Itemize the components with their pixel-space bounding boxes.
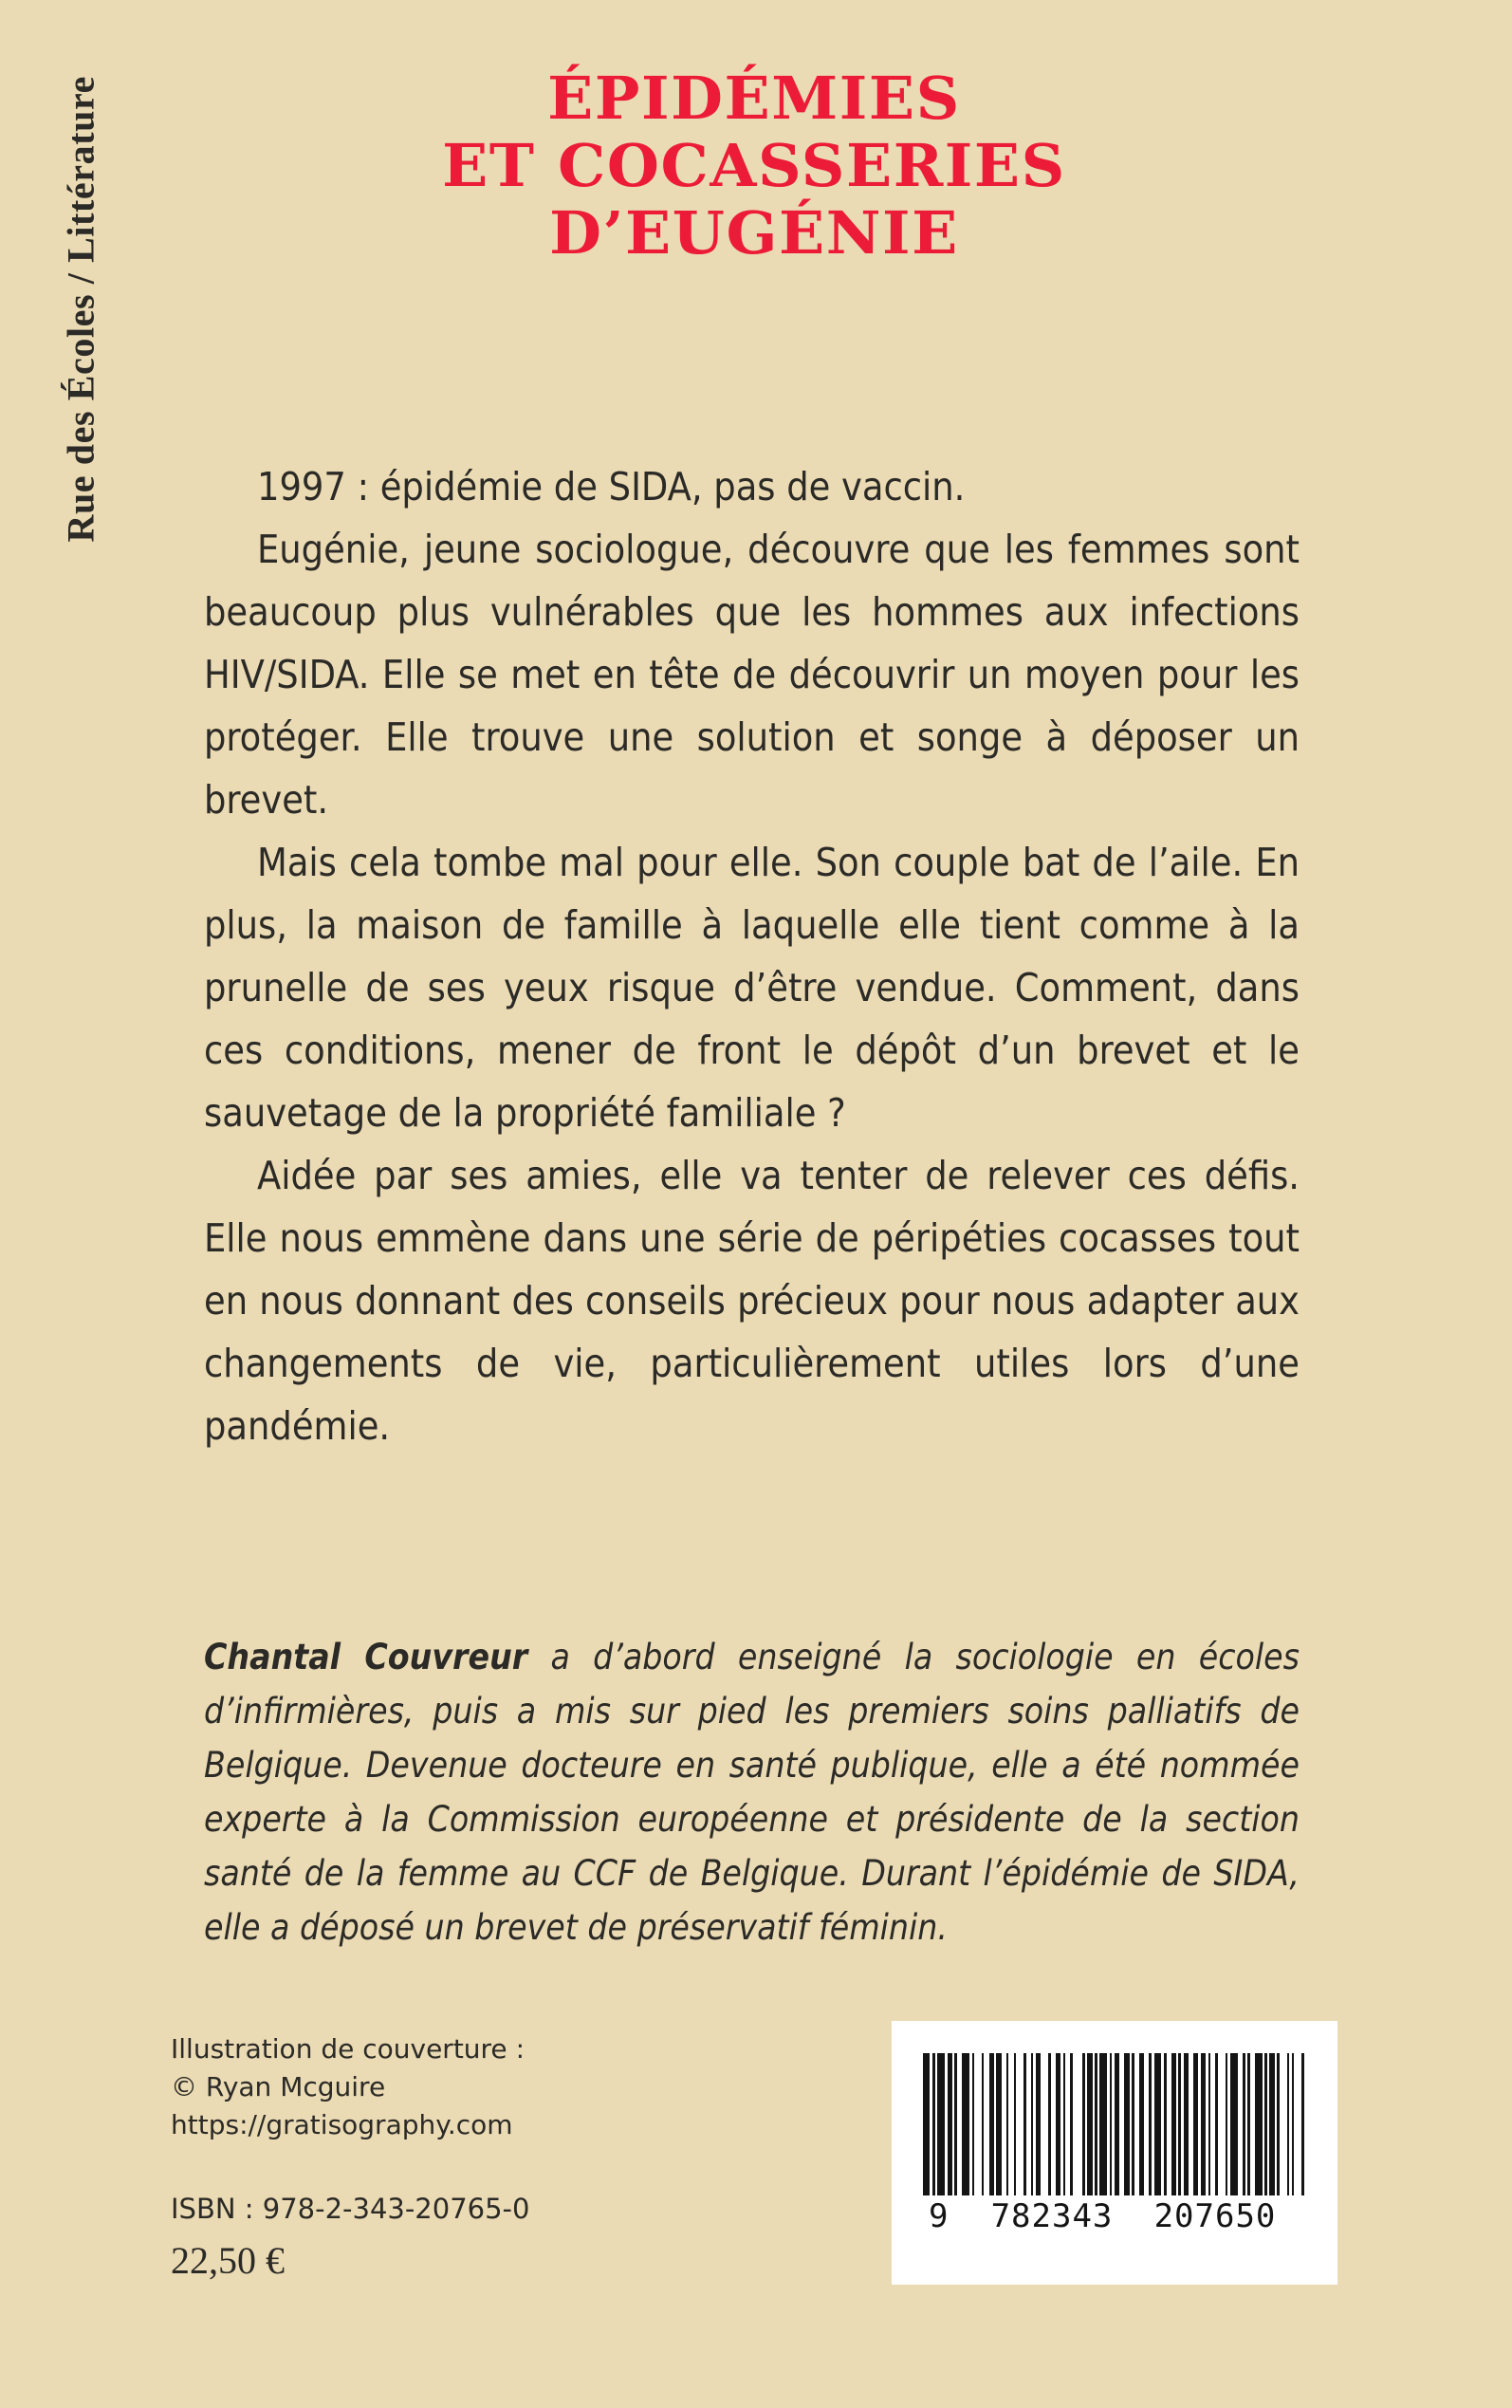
author-bio: [204, 1630, 1300, 1954]
barcode-bar: [1230, 2053, 1238, 2195]
blurb-paragraph: Mais cela tombe mal pour elle. Son couple bat de l’aile. En plus, la maison de famille à laquelle elle tient comme à la prunelle de ses yeux risque d’être vendue. Comment, dans ces conditions, mener de front le dépôt d’un brevet et le sauvetage de la propriété familiale ?: [204, 840, 1300, 1136]
barcode-bar: [1294, 2053, 1301, 2195]
barcode-bar: [1073, 2053, 1082, 2195]
barcode-right-group: 207650: [1153, 2197, 1277, 2235]
barcode-lead-digit: 9: [929, 2197, 950, 2235]
barcode-bar: [1304, 2053, 1307, 2195]
footer-credits: [171, 2030, 778, 2285]
title-line-3: D’EUGÉNIE: [549, 198, 959, 269]
cover-illustration-url[interactable]: https://gratisography.com: [171, 2109, 513, 2140]
barcode-bar: [1280, 2053, 1287, 2195]
barcode-bar: [1218, 2053, 1226, 2195]
barcode-bar: [974, 2053, 982, 2195]
barcode-bar: [1099, 2053, 1107, 2195]
blurb-paragraph: 1997 : épidémie de SIDA, pas de vaccin.: [257, 464, 966, 509]
price-text: 22,50 €: [171, 2239, 285, 2282]
author-bio-paragraph: [204, 1630, 1300, 1954]
title-line-1: ÉPIDÉMIES: [547, 64, 961, 133]
ean13-barcode-panel: [892, 2021, 1337, 2285]
blurb-text: [204, 455, 1300, 1457]
barcode-left-group: 782343: [990, 2197, 1114, 2235]
cover-illustration-label: Illustration de couverture :: [171, 2033, 525, 2065]
barcode-bar: [1255, 2053, 1263, 2195]
blurb-paragraph: Aidée par ses amies, elle va tenter de relever ces défis. Elle nous emmène dans une série de péripéties cocasses tout en nous donnant des conseils précieux pour nous adapter aux changements de vie, particulièrement utiles lors d’une pandémie.: [204, 1153, 1300, 1449]
spine-strip: [0, 0, 161, 2408]
title-line-2: ET COCASSERIES: [442, 131, 1066, 201]
cover-illustration-author: © Ryan Mcguire: [171, 2071, 386, 2102]
barcode-bars: [923, 2053, 1307, 2195]
barcode-digits: [929, 2197, 1300, 2235]
barcode-bar: [923, 2053, 931, 2195]
book-title: [161, 64, 1347, 271]
collection-label: Rue des Écoles / Littérature: [59, 76, 102, 543]
back-cover-content: [161, 0, 1512, 2408]
barcode-bar: [962, 2053, 969, 2195]
barcode-bar: [1016, 2053, 1023, 2195]
blurb-paragraph: Eugénie, jeune sociologue, découvre que les femmes sont beaucoup plus vulnérables que les hommes aux infections HIV/SIDA. Elle se met en tête de découvrir un moyen pour les protéger. Elle trouve une solution et songe à déposer un brevet.: [204, 527, 1300, 823]
barcode-bar: [937, 2053, 945, 2195]
barcode-bar: [1154, 2053, 1162, 2195]
barcode-bar: [1041, 2053, 1048, 2195]
isbn-text: ISBN : 978-2-343-20765-0: [171, 2193, 530, 2225]
author-name: Chantal Couvreur: [204, 1637, 528, 1677]
author-bio-body: a d’abord enseigné la sociologie en écoles d’infirmières, puis a mis sur pied les premiers soins palliatifs de Belgique. Devenue docteure en santé publique, elle a été nommée experte à la Commission européenne et présidente de la section santé de la femme au CCF de Belgique. Durant l’épidémie de SIDA, elle a déposé un brevet de préservatif féminin.: [204, 1637, 1300, 1948]
